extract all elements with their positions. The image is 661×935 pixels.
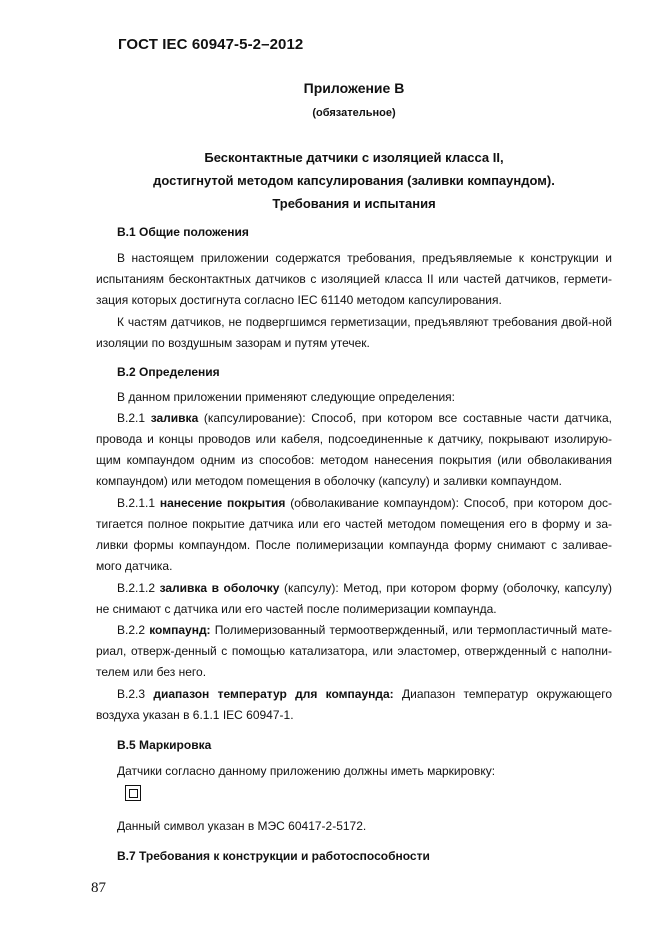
document-code: ГОСТ IEC 60947-5-2–2012: [118, 36, 304, 53]
section-b5-title: В.5 Маркировка: [117, 738, 212, 752]
definition-b212: [96, 578, 612, 620]
definition-b212-text: (капсулу): Метод, при котором форму (оболочку, капсулу) не снимают с датчика или его частей после полимеризации компаунда.: [96, 581, 612, 616]
annex-heading-line-2: достигнутой методом капсулирования (заливки компаундом).: [153, 173, 555, 188]
definition-b211: [96, 493, 612, 577]
definition-b21-term: заливка: [150, 411, 199, 425]
section-b2-intro: В данном приложении применяют следующие определения:: [117, 390, 456, 404]
section-b1-paragraph-2: К частям датчиков, не подвергшимся герметизации, предъявляют требования двой-ной изоляции по воздушным зазорам и путям утечек.: [96, 315, 612, 350]
section-b7-title: В.7 Требования к конструкции и работоспособности: [117, 849, 430, 863]
section-b1-paragraph-1: В настоящем приложении содержатся требования, предъявляемые к конструкции и испытаниям бесконтактных датчиков с изоляцией класса II или частей датчиков, гермети-зация которых достигнута согласно IEC 61140 методом капсулирования.: [96, 251, 612, 307]
definition-b22: [96, 620, 612, 683]
definition-b21: [96, 408, 612, 492]
definition-b22-number: В.2.2: [117, 623, 146, 637]
section-b5-paragraph-2: Данный символ указан в МЭС 60417-2-5172.: [117, 819, 367, 833]
definition-b23-term: диапазон температур для компаунда:: [153, 687, 394, 701]
definition-b22-term: компаунд:: [149, 623, 211, 637]
definition-b212-term: заливка в оболочку: [159, 581, 280, 595]
section-b2-title: В.2 Определения: [117, 365, 220, 379]
annex-status: (обязательное): [312, 107, 396, 119]
definition-b21-number: В.2.1: [117, 411, 146, 425]
section-b1-title: В.1 Общие положения: [117, 225, 249, 239]
annex-heading-line-1: Бесконтактные датчики с изоляцией класса II,: [204, 150, 504, 165]
definition-b21-text: (капсулирование): Способ, при котором все составные части датчика, провода и концы проводов или кабеля, подсоединенные к датчику, покрывают изолирую-щим компаундом одним из способов: методом нанесения покрытия (или обволакивания компаундом) или методом помещения в оболочку (капсулу) и заливки компаундом.: [96, 411, 612, 488]
double-square-class-ii-icon: [125, 785, 141, 801]
definition-b211-number: В.2.1.1: [117, 496, 156, 510]
page-number: 87: [91, 880, 106, 896]
double-square-inner: [129, 789, 138, 798]
definition-b22-text: Полимеризованный термоотвержденный, или термопластичный мате-риал, отверж-денный с помощью катализатора, или эластомер, отвержденный с наполни-телем или без него.: [96, 623, 612, 679]
definition-b23-number: В.2.3: [117, 687, 146, 701]
definition-b211-term: нанесение покрытия: [159, 496, 286, 510]
annex-title: Приложение В: [303, 80, 405, 96]
definition-b211-text: (обволакивание компаундом): Способ, при котором дос-тигается полное покрытие датчика или его частей методом помещения его в форму и за-ливки формы компаундом. После полимеризации компаунда форму снимают с заливае-мого датчика.: [96, 496, 613, 573]
definition-b212-number: В.2.1.2: [117, 581, 156, 595]
definition-b23: [96, 684, 612, 726]
annex-heading-line-3: Требования и испытания: [272, 196, 436, 211]
definition-b23-text: Диапазон температур окружающего воздуха указан в 6.1.1 IEC 60947-1.: [96, 687, 612, 722]
section-b5-paragraph-1: Датчики согласно данному приложению должны иметь маркировку:: [117, 764, 496, 778]
